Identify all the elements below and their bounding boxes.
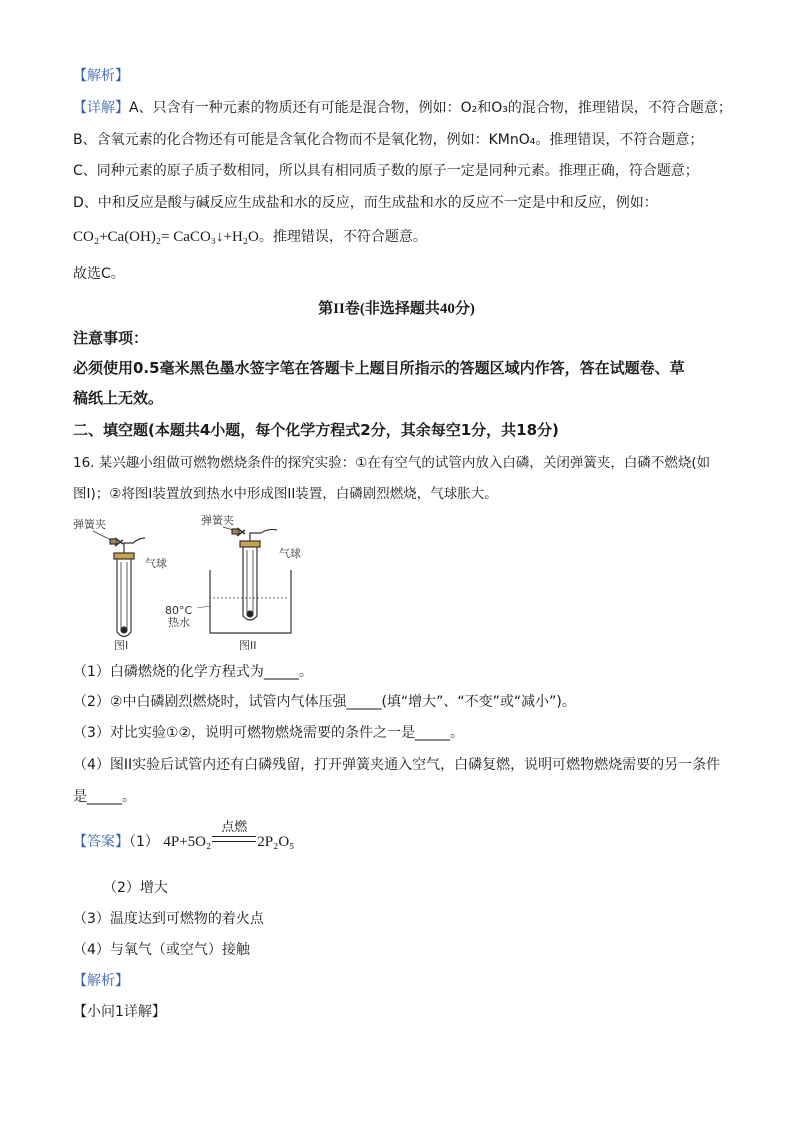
answer-label: 【答案】 — [73, 834, 129, 850]
answer-1-prefix: （1） — [129, 834, 159, 850]
answer-1-line — [73, 820, 295, 852]
q16-line-1: 16. 某兴趣小组做可燃物燃烧条件的探究实验：①在有空气的试管内放入白磷，关闭弹簧夹，白磷不燃烧(如 — [73, 455, 711, 471]
detail-a-text: A、只含有一种元素的物质还有可能是混合物，例如：O₂和O₃的混合物，推理错误，不符合题意； — [129, 100, 732, 116]
fig2-caption: 图II — [239, 639, 257, 652]
small-question-label: 【小问1详解】 — [73, 1004, 166, 1020]
choose-text: 故选C。 — [73, 266, 125, 282]
fig1-apparatus — [93, 531, 145, 637]
experiment-figure — [73, 510, 323, 655]
answer-1-left: 4P+5O₂ — [163, 834, 212, 850]
sub-question-4-line-2: 是_____。 — [73, 789, 136, 805]
q16-line-2: 图I)；②将图I装置放到热水中形成图II装置，白磷剧烈燃烧，气球胀大。 — [73, 486, 498, 502]
notice-line-1: 必须使用0.5毫米黑色墨水签字笔在答题卡上题目所指示的答题区域内作答，答在试题卷、草 — [73, 359, 685, 377]
fig2-clip-label: 弹簧夹 — [201, 514, 234, 527]
fig1-caption: 图I — [114, 639, 129, 652]
answer-1-right: 2P₂O₅ — [257, 834, 295, 850]
notice-line-2: 稿纸上无效。 — [73, 389, 164, 407]
fig1-clip-label: 弹簧夹 — [73, 518, 106, 531]
analysis-label-2: 【解析】 — [73, 973, 129, 989]
detail-label: 【详解】 — [73, 100, 129, 116]
sub-question-2: （2）②中白磷剧烈燃烧时，试管内气体压强_____(填“增大”、“不变”或“减小”)。 — [73, 694, 576, 710]
detail-a-line — [73, 98, 732, 118]
fig1-balloon-label: 气球 — [145, 557, 167, 570]
detail-b-text: B、含氧元素的化合物还有可能是含氧化合物而不是氧化物，例如：KMnO₄。推理错误，不符合题意； — [73, 132, 704, 148]
fig2-balloon-label: 气球 — [279, 547, 301, 560]
fig2-apparatus — [197, 527, 291, 633]
answer-4: （4）与氧气（或空气）接触 — [73, 942, 250, 958]
section-title: 第II卷(非选择题共40分) — [318, 301, 475, 317]
sub-question-3: （3）对比实验①②，说明可燃物燃烧需要的条件之一是_____。 — [73, 725, 465, 741]
equation-d: CO₂+Ca(OH)₂= CaCO₃↓+H₂O — [73, 229, 259, 245]
notice-heading: 注意事项： — [73, 329, 149, 347]
fig2-temp-label: 80°C — [165, 604, 193, 617]
equation-d-suffix: 。推理错误，不符合题意。 — [258, 229, 427, 245]
detail-c-text: C、同种元素的原子质子数相同，所以具有相同质子数的原子一定是同种元素。推理正确，符合题意； — [73, 163, 699, 179]
reaction-condition-label: 点燃 — [221, 820, 248, 835]
part-heading: 二、填空题(本题共4小题，每个化学方程式2分，其余每空1分，共18分) — [73, 421, 559, 439]
detail-d-text: D、中和反应是酸与碱反应生成盐和水的反应，而生成盐和水的反应不一定是中和反应，例如： — [73, 195, 658, 211]
experiment-diagram — [73, 510, 323, 655]
sub-question-4-line-1: （4）图II实验后试管内还有白磷残留，打开弹簧夹通入空气，白磷复燃，说明可燃物燃烧需要的另一条件 — [73, 757, 721, 773]
fig2-water-label: 热水 — [168, 616, 190, 629]
answer-2: （2）增大 — [103, 880, 168, 896]
analysis-label: 【解析】 — [73, 68, 129, 84]
sub-question-1: （1）白磷燃烧的化学方程式为_____。 — [73, 664, 313, 680]
equation-d-line — [73, 227, 427, 247]
answer-3: （3）温度达到可燃物的着火点 — [73, 911, 264, 927]
reaction-condition — [212, 820, 256, 852]
